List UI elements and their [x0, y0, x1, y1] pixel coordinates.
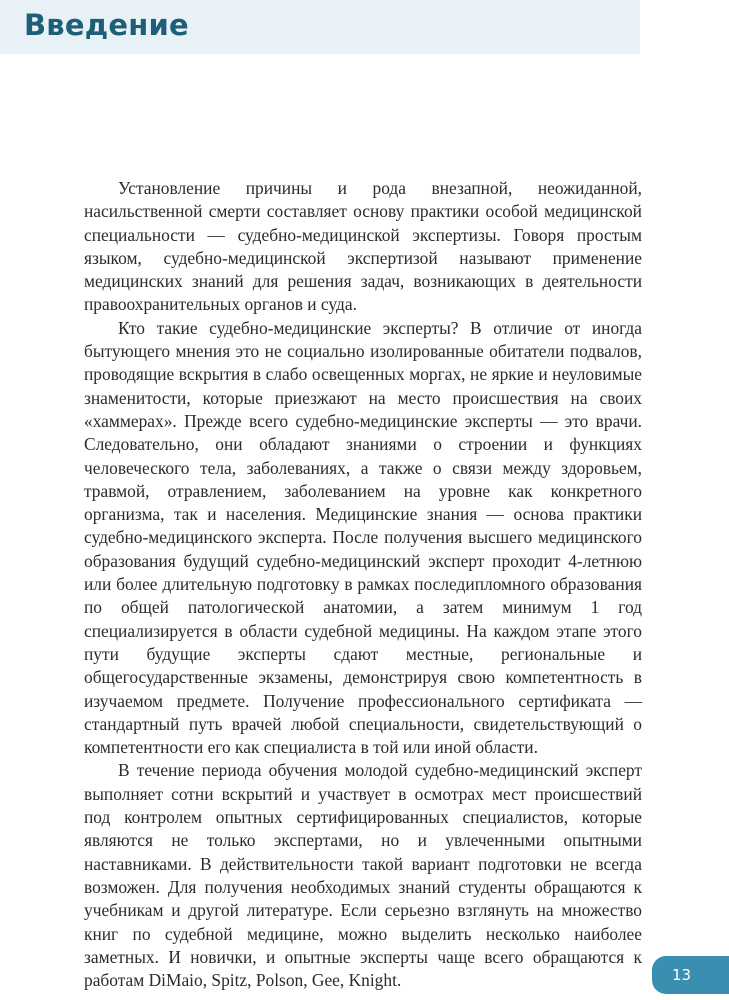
chapter-header-band — [0, 0, 640, 54]
body-text — [84, 177, 642, 992]
page-number: 13 — [672, 966, 692, 984]
chapter-title: Введение — [24, 8, 189, 42]
paragraph-3: В течение периода обучения молодой судебно-медицинский эксперт выполняет сотни вскрытий и участвует в осмотрах мест происшествий под контролем опытных сертифицированных специалистов, которые являются не только экспертами, но и увлеченными опытными наставниками. В действительности такой вариант подготовки не всегда возможен. Для получения необходимых знаний студенты обращаются к учебникам и другой литературе. Если серьезно взглянуть на множество книг по судебной медицине, можно выделить несколько наиболее заметных. И новички, и опытные эксперты чаще всего обращаются к работам DiMaio, Spitz, Polson, Gee, Knight. — [84, 760, 642, 991]
paragraph-1: Установление причины и рода внезапной, неожиданной, насильственной смерти составляет основу практики особой медицинской специальности — судебно-медицинской экспертизы. Говоря простым языком, судебно-медицинской экспертизой называют применение медицинских знаний для решения задач, возникающих в деятельности правоохранительных органов и суда. — [84, 178, 642, 315]
paragraph-2: Кто такие судебно-медицинские эксперты? В отличие от иногда бытующего мнения это не социально изолированные обитатели подвалов, проводящие вскрытия в слабо освещенных моргах, не яркие и неуловимые знаменитости, которые приезжают на место происшествия на своих «хаммерах». Прежде всего судебно-медицинские эксперты — это врачи. Следовательно, они обладают знаниями о строении и функциях человеческого тела, заболеваниях, а также о связи между здоровьем, травмой, отравлением, заболеванием на уровне как конкретного организма, так и населения. Медицинские знания — основа практики судебно-медицинского эксперта. После получения высшего медицинского образования будущий судебно-медицинский эксперт проходит 4-летнюю или более длительную подготовку в рамках последипломного образования по общей патологической анатомии, а затем минимум 1 год специализируется в области судебной медицины. На каждом этапе этого пути будущие эксперты сдают местные, региональные и общегосударственные экзамены, демонстрируя свою компетентность в изучаемом предмете. Получение профессионального сертификата — стандартный путь врачей любой специальности, свидетельствующий о компетентности его как специалиста в той или иной области. — [84, 317, 642, 758]
